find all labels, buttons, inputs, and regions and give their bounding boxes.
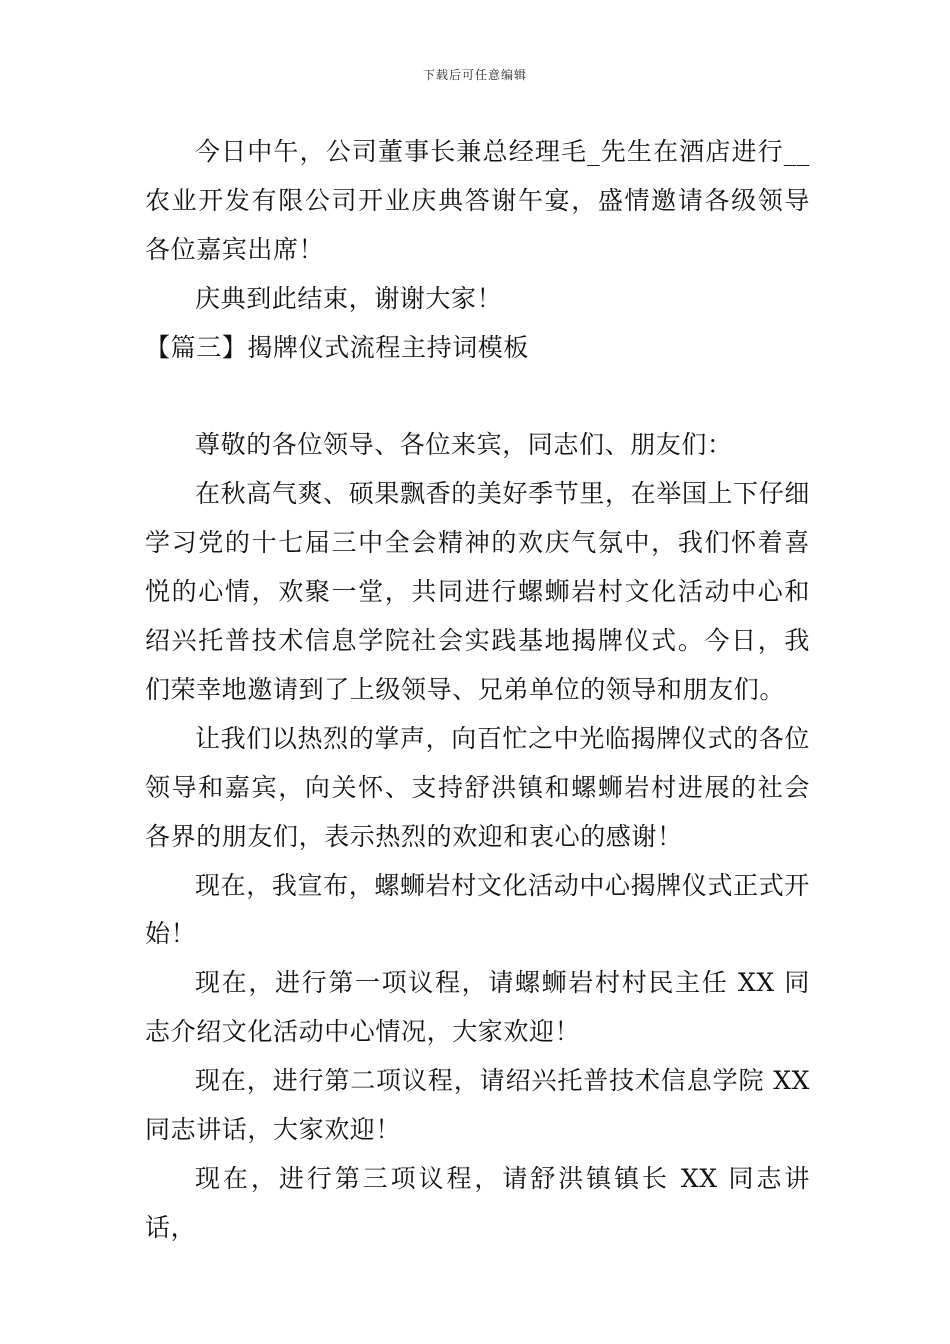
paragraph-agenda-1: 现在，进行第一项议程，请螺蛳岩村村民主任 XX 同志介绍文化活动中心情况，大家欢迎！ [145,968,810,1047]
paragraph-welcome: 让我们以热烈的掌声，向百忙之中光临揭牌仪式的各位领导和嘉宾，向关怀、支持舒洪镇和螺蛳岩村进展的社会各界的朋友们，表示热烈的欢迎和衷心的感谢！ [145,723,810,851]
paragraph-agenda-2: 现在，进行第二项议程，请绍兴托普技术信息学院 XX 同志讲话，大家欢迎！ [145,1066,810,1145]
paragraph-agenda-3: 现在，进行第三项议程，请舒洪镇镇长 XX 同志讲话， [145,1164,810,1242]
paragraph-banquet-invitation: 今日中午，公司董事长兼总经理毛_先生在酒店进行__农业开发有限公司开业庆典答谢午宴，盛情邀请各级领导各位嘉宾出席！ [145,137,810,264]
paragraph-announcement: 现在，我宣布，螺蛳岩村文化活动中心揭牌仪式正式开始！ [145,870,810,949]
paragraph-greeting: 尊敬的各位领导、各位来宾，同志们、朋友们： [195,430,733,460]
paragraph-ceremony-end: 庆典到此结束，谢谢大家！ [195,283,503,313]
blank-line [145,373,810,422]
section-heading: 【篇三】揭牌仪式流程主持词模板 [145,332,530,362]
page-header-note: 下载后可任意编辑 [422,68,527,82]
document-body [145,128,810,1253]
paragraph-opening: 在秋高气爽、硕果飘香的美好季节里，在举国上下仔细学习党的十七届三中全会精神的欢庆气氛中，我们怀着喜悦的心情，欢聚一堂，共同进行螺蛳岩村文化活动中心和绍兴托普技术信息学院社会实践基地揭牌仪式。今日，我们荣幸地邀请到了上级领导、兄弟单位的领导和朋友们。 [145,479,810,704]
